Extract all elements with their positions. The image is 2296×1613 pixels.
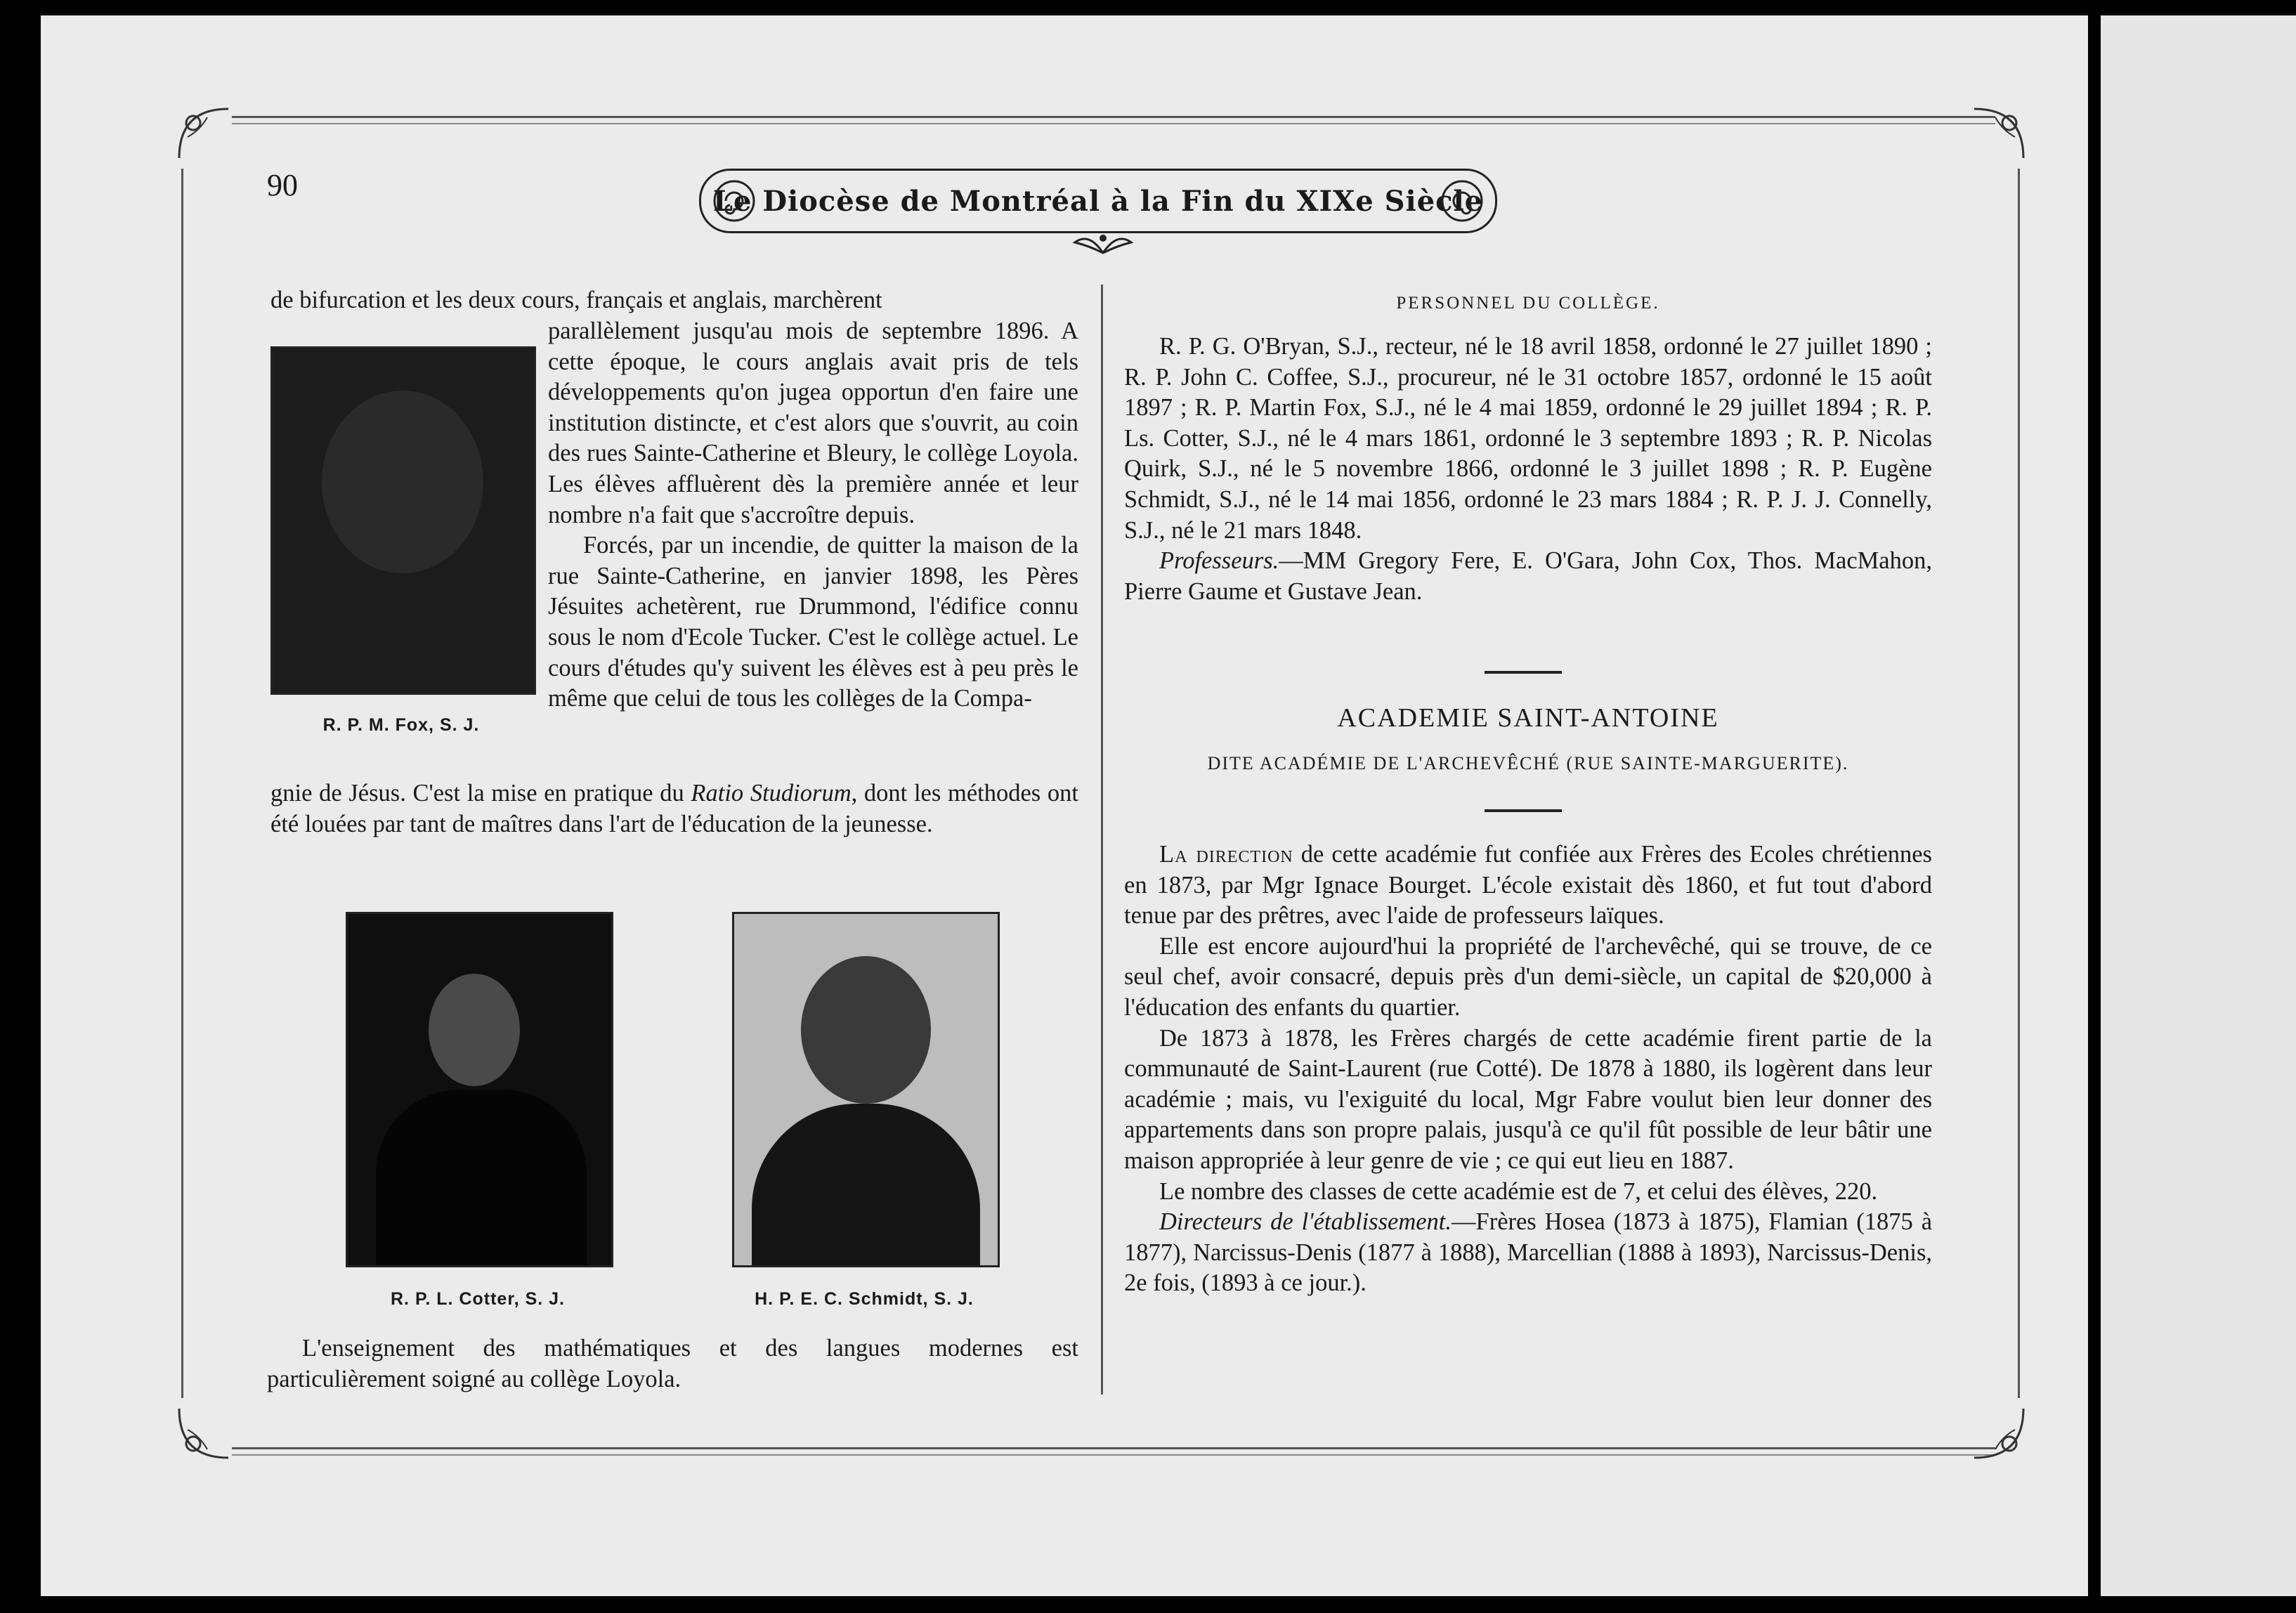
portrait-schmidt xyxy=(732,912,1000,1267)
portrait-fox xyxy=(270,346,536,695)
frame-top-rule-inner xyxy=(232,123,1995,124)
fleuron-ornament-icon xyxy=(1068,228,1138,256)
left-wrap-block: parallèlement jusqu'au mois de septembre 1896. A cette époque, le cours anglais avait pris de tels développements qu'on jugea opportun d'en faire une institution distincte, et c'est alors que s'ouvrit, au coin des rues Sainte-Catherine et Bleury, le collège Loyola. Les élèves affluèrent dès la première année et leur nombre n'a fait que s'accroître depuis. Forcés, par un incendie, de quitter la maison de la rue Sainte-Catherine, en janvier 1898, les Pères Jésuites achetèrent, rue Drummond, l'édifice connu sous le nom d'Ecole Tucker. C'est le collège actuel. Le cours d'études qu'y suivent les élèves est à peu près le même que celui de tous les collèges de la Compa- xyxy=(548,318,1078,712)
caption-cotter: R. P. L. Cotter, S. J. xyxy=(391,1289,565,1309)
academie-body: La direction de cette académie fut confiée aux Frères des Ecoles chrétiennes en 1873, par Mgr Ignace Bourget. L'école existait dès 1860, et fut tout d'abord tenue par des prêtres, avec l'aide de professeurs laïques. Elle est encore aujourd'hui la propriété de l'archevêché, qui se trouve, de ce seul chef, avoir consacré, depuis près d'un demi-siècle, un capital de $20,000 à l'éducation des enfants du quartier. De 1873 à 1878, les Frères chargés de cette académie firent partie de la communauté de Saint-Laurent (rue Cotté). De 1878 à 1880, ils logèrent dans leur académie ; mais, vu l'exiguité du local, Mgr Fabre voulut bien leur donner des appartements dans son propre palais, jusqu'à ce qu'il fût possible de leur bâtir une maison appropriée à leur genre de vie ; ce qui eut lieu en 1887. Le nombre des classes de cette académie est de 7, et celui des élèves, 220. Directeurs de l'établissement.—Frères Hosea (1873 à 1875), Flamian (1875 à 1877), Narcissus-Denis (1877 à 1888), Marcellian (1888 à 1893), Narcissus-Denis, 2e fois, (1893 à ce jour.). xyxy=(1124,841,1933,1297)
swirl-ornament-icon xyxy=(710,176,759,226)
academie-subtitle: DITE ACADÉMIE DE L'ARCHEVÊCHÉ (RUE SAINTE-MARGUERITE). xyxy=(1207,753,1849,773)
caption-fox: R. P. M. Fox, S. J. xyxy=(322,715,480,735)
page-number: 90 xyxy=(267,168,298,202)
portrait-cotter xyxy=(346,912,613,1267)
left-closing: L'enseignement des mathématiques et des langues modernes est particulièrement soigné au collège Loyola. xyxy=(267,1335,1078,1392)
section-rule xyxy=(1485,809,1562,812)
adjacent-page-edge xyxy=(2101,15,2296,1596)
personnel-heading: PERSONNEL DU COLLÈGE. xyxy=(1396,294,1660,313)
corner-ornament-icon xyxy=(172,1402,235,1465)
academie-title: ACADEMIE SAINT-ANTOINE xyxy=(1337,703,1719,733)
frame-bottom-rule xyxy=(232,1447,1995,1449)
section-rule xyxy=(1485,671,1562,674)
column-divider xyxy=(1101,285,1103,1395)
frame-bottom-rule-inner xyxy=(232,1454,1995,1456)
running-head-title: Le Diocèse de Montréal à la Fin du XIXe Siècle xyxy=(712,184,1484,218)
corner-ornament-icon xyxy=(1967,1402,2030,1465)
frame-left-rule xyxy=(181,169,183,1398)
swirl-ornament-icon xyxy=(1437,176,1487,226)
left-para2-full: gnie de Jésus. C'est la mise en pratique du Ratio Studiorum, dont les méthodes ont été louées par tant de maîtres dans l'art de l'éducation de la jeunesse. xyxy=(270,780,1078,837)
corner-ornament-icon xyxy=(1967,102,2030,165)
running-head xyxy=(699,169,1497,233)
corner-ornament-icon xyxy=(172,102,235,165)
frame-right-rule xyxy=(2018,169,2020,1398)
left-para1-lead: de bifurcation et les deux cours, français et anglais, marchèrent xyxy=(270,287,882,313)
frame-top-rule xyxy=(232,116,1995,118)
caption-schmidt: H. P. E. C. Schmidt, S. J. xyxy=(755,1289,974,1309)
personnel-block: R. P. G. O'Bryan, S.J., recteur, né le 18 avril 1858, ordonné le 27 juillet 1890 ; R. P. John C. Coffee, S.J., procureur, né le 31 octobre 1857, ordonné le 15 août 1897 ; R. P. Martin Fox, S.J., né le 4 mai 1859, ordonné le 29 juillet 1894 ; R. P. Ls. Cotter, S.J., né le 4 mars 1861, ordonné le 3 septembre 1893 ; R. P. Nicolas Quirk, S.J., né le 5 novembre 1866, ordonné le 3 juillet 1898 ; R. P. Eugène Schmidt, S.J., né le 14 mai 1856, ordonné le 23 mars 1884 ; R. P. J. J. Connelly, S.J., né le 21 mars 1848. Professeurs.—MM Gregory Fere, E. O'Gara, John Cox, Thos. MacMahon, Pierre Gaume et Gustave Jean. xyxy=(1124,333,1932,605)
